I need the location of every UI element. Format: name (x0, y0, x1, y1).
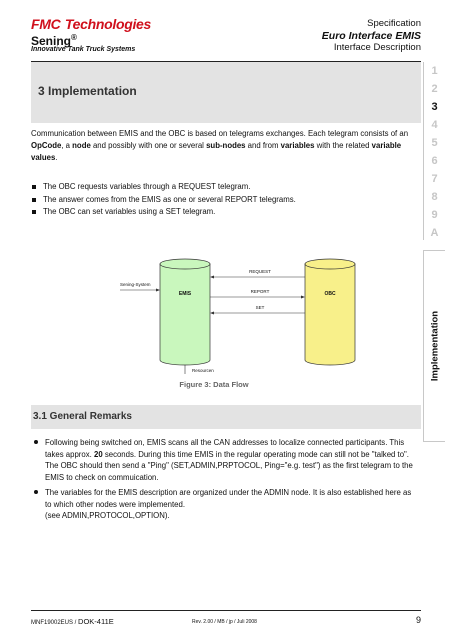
text-run: Communication between EMIS and the OBC is based on telegrams exchanges. Each telegram consists of an (31, 129, 409, 138)
term-opcode: OpCode (31, 141, 62, 150)
resources-label: Resourcen (192, 368, 214, 373)
text-run: seconds. During this time EMIS in the regular operating mode can still not be "talked to". The OBC should then send a "Ping" (SET,ADMIN,PRPTOCOL, Ping="e.g. test") as the first telegram to the EMIS to check on commuication. (45, 449, 413, 482)
doc-number-part: MNF19002EUS / (31, 620, 79, 626)
section-title: 3.1 General Remarks (33, 411, 132, 422)
text-run: The variables for the EMIS description are organized under the ADMIN node. It is also established here as to which other nodes were implemented. (45, 488, 412, 509)
doc-title: Euro Interface EMIS (321, 30, 421, 42)
intro-paragraph (31, 128, 419, 164)
chapter-index-item[interactable]: 5 (431, 137, 438, 149)
figure-caption: Figure 3: Data Flow (179, 380, 249, 389)
doc-type: Specification (367, 18, 421, 29)
doc-number-part: DOK-411E (78, 617, 114, 626)
side-tab-label: Implementation (429, 310, 440, 382)
list-item: The OBC requests variables through a REQUEST telegram. (31, 181, 419, 194)
chapter-index-item-active[interactable]: 3 (431, 101, 438, 113)
list-item: The answer comes from the EMIS as one or several REPORT telegrams. (31, 194, 419, 207)
emis-body (160, 264, 210, 365)
brand-tagline: Innovative Tank Truck Systems (31, 46, 136, 53)
doc-subtitle: Interface Description (333, 42, 421, 53)
chapter-index (423, 62, 445, 240)
chapter-index-item[interactable]: A (430, 227, 439, 239)
term-node: node (72, 141, 91, 150)
text-run: with the related (314, 141, 372, 150)
document-info (322, 18, 421, 54)
set-label: SET (255, 305, 265, 310)
chapter-index-item[interactable]: 4 (431, 119, 438, 131)
obc-label: OBC (324, 291, 336, 297)
logo-mark: FMC (31, 16, 61, 32)
sening-system-arrowhead (156, 289, 160, 292)
chapter-index-item[interactable]: 2 (431, 83, 438, 95)
page-number: 9 (415, 615, 421, 625)
chapter-index-item[interactable]: 6 (431, 155, 438, 167)
term-sub-nodes: sub-nodes (206, 141, 246, 150)
doc-number (31, 617, 114, 626)
footer-rule (31, 610, 421, 611)
obc-cylinder (305, 259, 355, 365)
text-run: and possibly with one or several (90, 141, 207, 150)
chapter-title: 3 Implementation (38, 84, 137, 98)
term-variable-values: variable values (31, 141, 402, 162)
emis-top (160, 259, 210, 269)
request-arrowhead (210, 276, 214, 279)
chapter-index-item[interactable]: 8 (431, 191, 438, 203)
chapter-index-item[interactable]: 9 (431, 209, 438, 221)
sening-system-label: Sening-System (120, 282, 151, 287)
brand-text: Sening (31, 34, 72, 48)
obc-top (305, 259, 355, 269)
registered-mark: ® (71, 33, 77, 42)
text-run: and from (245, 141, 281, 150)
text-run: (see ADMIN,PROTOCOL,OPTION). (45, 511, 170, 520)
chapter-heading-box (31, 62, 421, 123)
side-tab-implementation[interactable] (423, 250, 445, 442)
emis-cylinder (160, 259, 210, 365)
list-item (31, 487, 419, 522)
obc-body (305, 264, 355, 365)
set-arrowhead (210, 312, 214, 315)
text-run: Following being switched on, EMIS scans all the CAN addresses to localize connected participants. This takes approx. (45, 438, 405, 459)
report-arrowhead (301, 296, 305, 299)
emis-label: EMIS (178, 291, 192, 297)
section-heading-box (31, 405, 421, 429)
term-variables: variables (280, 141, 315, 150)
remarks-list (31, 437, 419, 526)
list-item: The OBC can set variables using a SET telegram. (31, 206, 419, 219)
chapter-index-item[interactable]: 1 (431, 65, 438, 77)
report-label: REPORT (250, 289, 270, 294)
telegram-list (31, 181, 419, 219)
list-item (31, 437, 419, 483)
page-header (0, 0, 452, 62)
chapter-index-item[interactable]: 7 (431, 173, 438, 185)
fmc-logo (31, 16, 151, 34)
logo-suffix: Technologies (64, 16, 152, 32)
request-label: REQUEST (249, 269, 271, 274)
revision-info: Rev. 2.00 / MB / jp / Juli 2008 (192, 619, 257, 625)
text-run: . (55, 153, 58, 162)
data-flow-diagram (112, 250, 362, 378)
text-run: , a (61, 141, 73, 150)
scan-duration: 20 (93, 449, 103, 459)
